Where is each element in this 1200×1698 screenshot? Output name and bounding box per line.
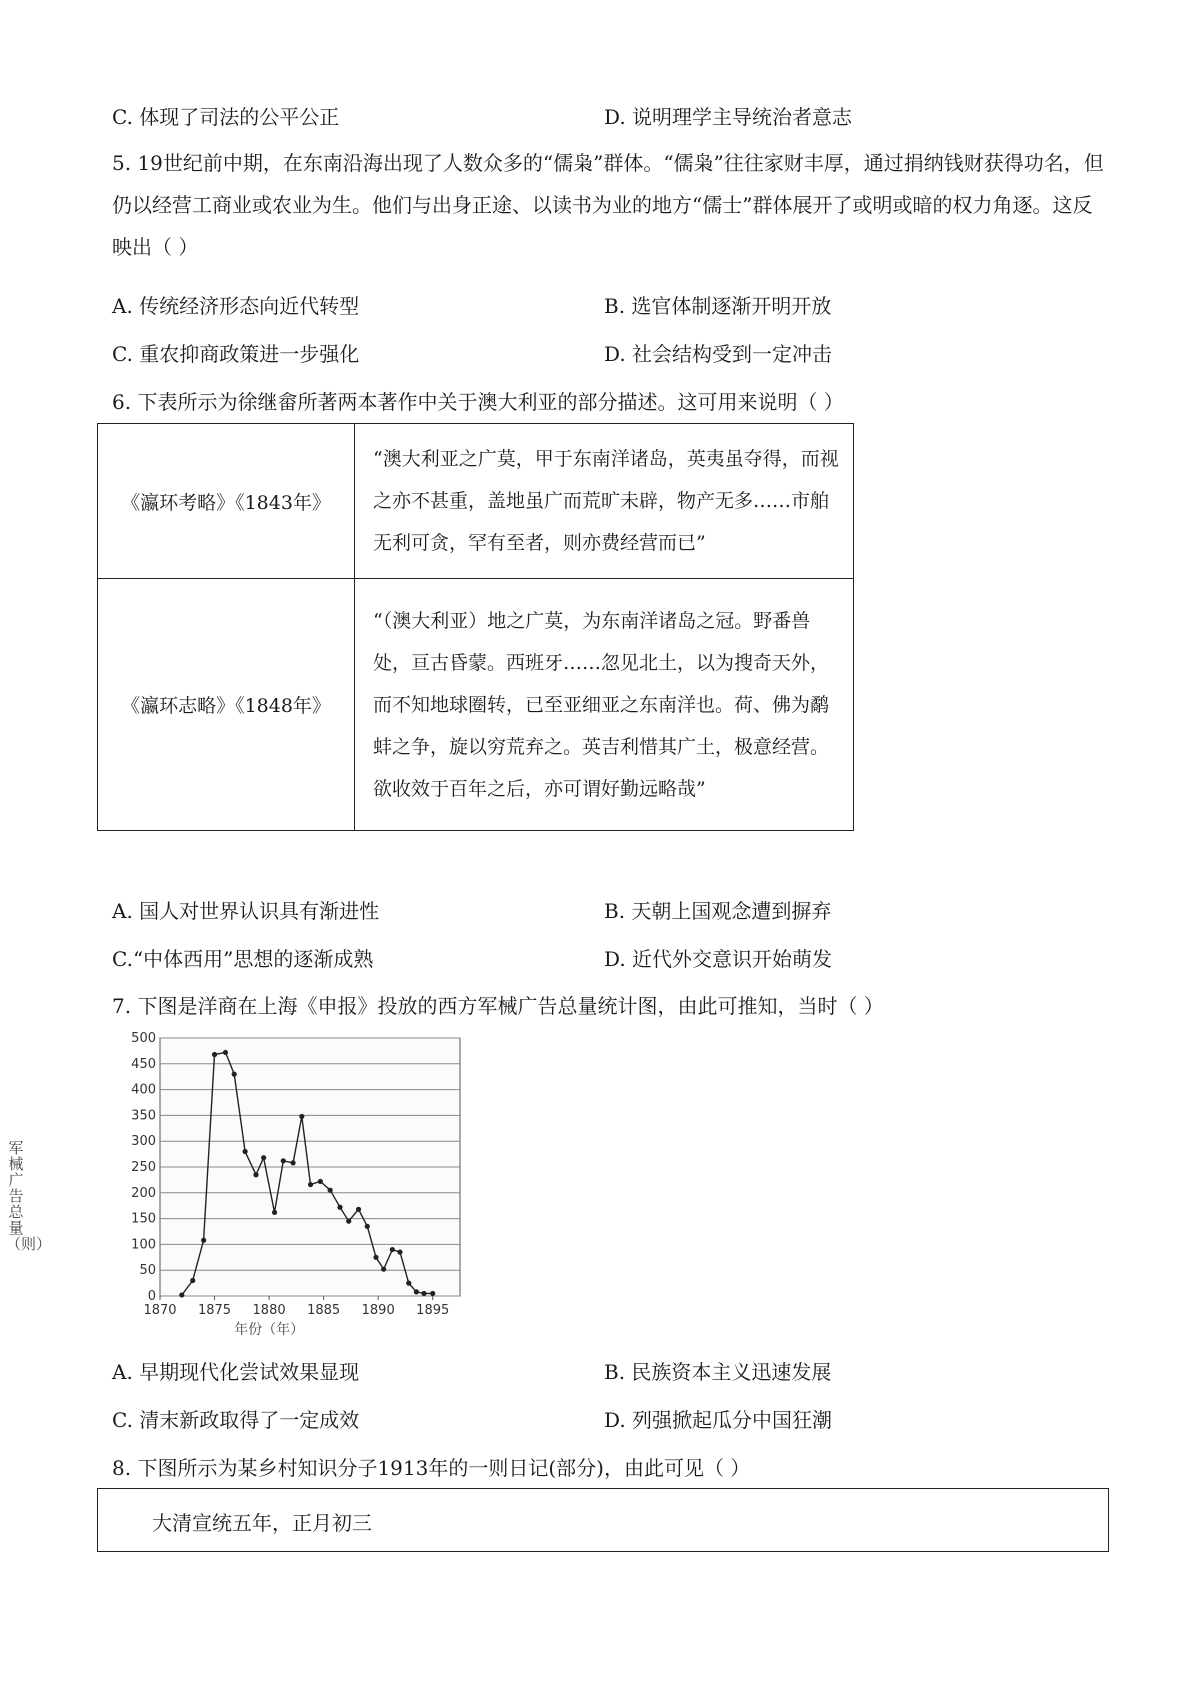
diary-text: 大清宣统五年，正月初三: [152, 1511, 372, 1535]
data-point: [421, 1291, 426, 1296]
y-tick-label: 300: [131, 1134, 156, 1150]
y-tick-label: 50: [139, 1263, 156, 1279]
diary-box: [97, 1488, 1109, 1552]
data-point: [190, 1278, 195, 1283]
data-point: [253, 1172, 258, 1177]
q6-table: [97, 423, 854, 831]
q7-stem: 7. 下图是洋商在上海《申报》投放的西方军械广告总量统计图，由此可推知，当时（ ）: [112, 994, 884, 1018]
data-point: [179, 1292, 184, 1297]
x-tick-label: 1885: [307, 1303, 341, 1318]
data-point: [390, 1247, 395, 1252]
y-tick-label: 400: [131, 1082, 156, 1098]
data-point: [365, 1224, 370, 1229]
q6-option-a: A. 国人对世界认识具有渐进性: [112, 899, 380, 923]
q7-option-d: D. 列强掀起瓜分中国狂潮: [604, 1408, 833, 1432]
table-cell-book: 《瀛环考略》《1843年》: [98, 424, 355, 579]
x-tick-label: 1880: [252, 1303, 286, 1318]
data-point: [318, 1179, 323, 1184]
data-point: [430, 1291, 435, 1296]
data-point: [281, 1158, 286, 1163]
data-point: [299, 1114, 304, 1119]
q5-option-a: A. 传统经济形态向近代转型: [112, 294, 360, 318]
y-tick-label: 250: [131, 1160, 156, 1175]
y-tick-label: 450: [131, 1056, 156, 1072]
data-point: [381, 1267, 386, 1272]
q6-option-b: B. 天朝上国观念遭到摒弃: [604, 899, 832, 923]
q5-option-d: D. 社会结构受到一定冲击: [604, 342, 833, 366]
q8-stem: 8. 下图所示为某乡村知识分子1913年的一则日记(部分)，由此可见（ ）: [112, 1456, 751, 1480]
q6-option-c: C.“中体西用”思想的逐渐成熟: [112, 947, 374, 971]
data-point: [223, 1050, 228, 1055]
y-tick-label: 500: [131, 1031, 156, 1046]
q7-option-a: A. 早期现代化尝试效果显现: [112, 1360, 360, 1384]
data-point: [373, 1255, 378, 1260]
y-tick-label: 0: [147, 1289, 156, 1304]
q4-option-c: C. 体现了司法的公平公正: [112, 105, 340, 129]
data-point: [414, 1289, 419, 1294]
chart-y-axis-label: 军械广告总量（则）: [6, 1139, 52, 1253]
y-tick-label: 350: [131, 1108, 156, 1124]
x-axis-label: 年份（年）: [234, 1322, 305, 1338]
data-point: [212, 1052, 217, 1057]
table-row: [98, 579, 854, 831]
data-point: [397, 1250, 402, 1255]
data-point: [356, 1207, 361, 1212]
data-point: [272, 1210, 277, 1215]
q7-option-b: B. 民族资本主义迅速发展: [604, 1360, 832, 1384]
x-tick-label: 1890: [361, 1303, 395, 1318]
x-tick-label: 1875: [197, 1303, 232, 1318]
q6-option-d: D. 近代外交意识开始萌发: [604, 947, 833, 971]
q5-option-c: C. 重农抑商政策进一步强化: [112, 342, 360, 366]
table-cell-book: 《瀛环志略》《1848年》: [98, 579, 355, 831]
data-point: [232, 1072, 237, 1077]
data-point: [261, 1155, 266, 1160]
chart-svg: [105, 1028, 465, 1340]
y-tick-label: 150: [131, 1211, 156, 1227]
q4-option-d: D. 说明理学主导统治者意志: [604, 105, 853, 129]
data-point: [406, 1281, 411, 1286]
ad-count-chart: [105, 1028, 465, 1340]
data-point: [328, 1188, 333, 1193]
y-tick-label: 100: [131, 1237, 156, 1253]
y-tick-label: 200: [131, 1185, 156, 1201]
q6-stem: 6. 下表所示为徐继畲所著两本著作中关于澳大利亚的部分描述。这可用来说明（ ）: [112, 390, 844, 414]
data-point: [337, 1205, 342, 1210]
table-row: [98, 424, 854, 579]
x-tick-label: 1870: [143, 1303, 177, 1318]
data-point: [346, 1219, 351, 1224]
data-point: [308, 1182, 313, 1187]
table-cell-text: “（澳大利亚）地之广莫，为东南洋诸岛之冠。野番兽处，亘古昏蒙。西班牙……忽见北土，以为搜奇天外，而不知地球圈转，已至亚细亚之东南洋也。荷、佛为鹬蚌之争，旋以穷荒弃之。英吉利惜其广土，极意经营。欲收效于百年之后，亦可谓好勤远略哉”: [355, 579, 854, 831]
table-cell-text: “澳大利亚之广莫，甲于东南洋诸岛，英夷虽夺得，而视之亦不甚重，盖地虽广而荒旷未辟，物产无多……市舶无利可贪，罕有至者，则亦费经营而已”: [355, 424, 854, 579]
data-point: [290, 1160, 295, 1165]
x-tick-label: 1895: [416, 1303, 450, 1318]
q5-stem: 5. 19世纪前中期，在东南沿海出现了人数众多的“儒枭”群体。“儒枭”往往家财丰厚，通过捐纳钱财获得功名，但仍以经营工商业或农业为生。他们与出身正途、以读书为业的地方“儒士”群体展开了或明或暗的权力角逐。这反映出（ ）: [112, 151, 1104, 259]
q5-option-b: B. 选官体制逐渐开明开放: [604, 294, 832, 318]
data-point: [201, 1238, 206, 1243]
q7-option-c: C. 清末新政取得了一定成效: [112, 1408, 360, 1432]
data-point: [242, 1149, 247, 1154]
